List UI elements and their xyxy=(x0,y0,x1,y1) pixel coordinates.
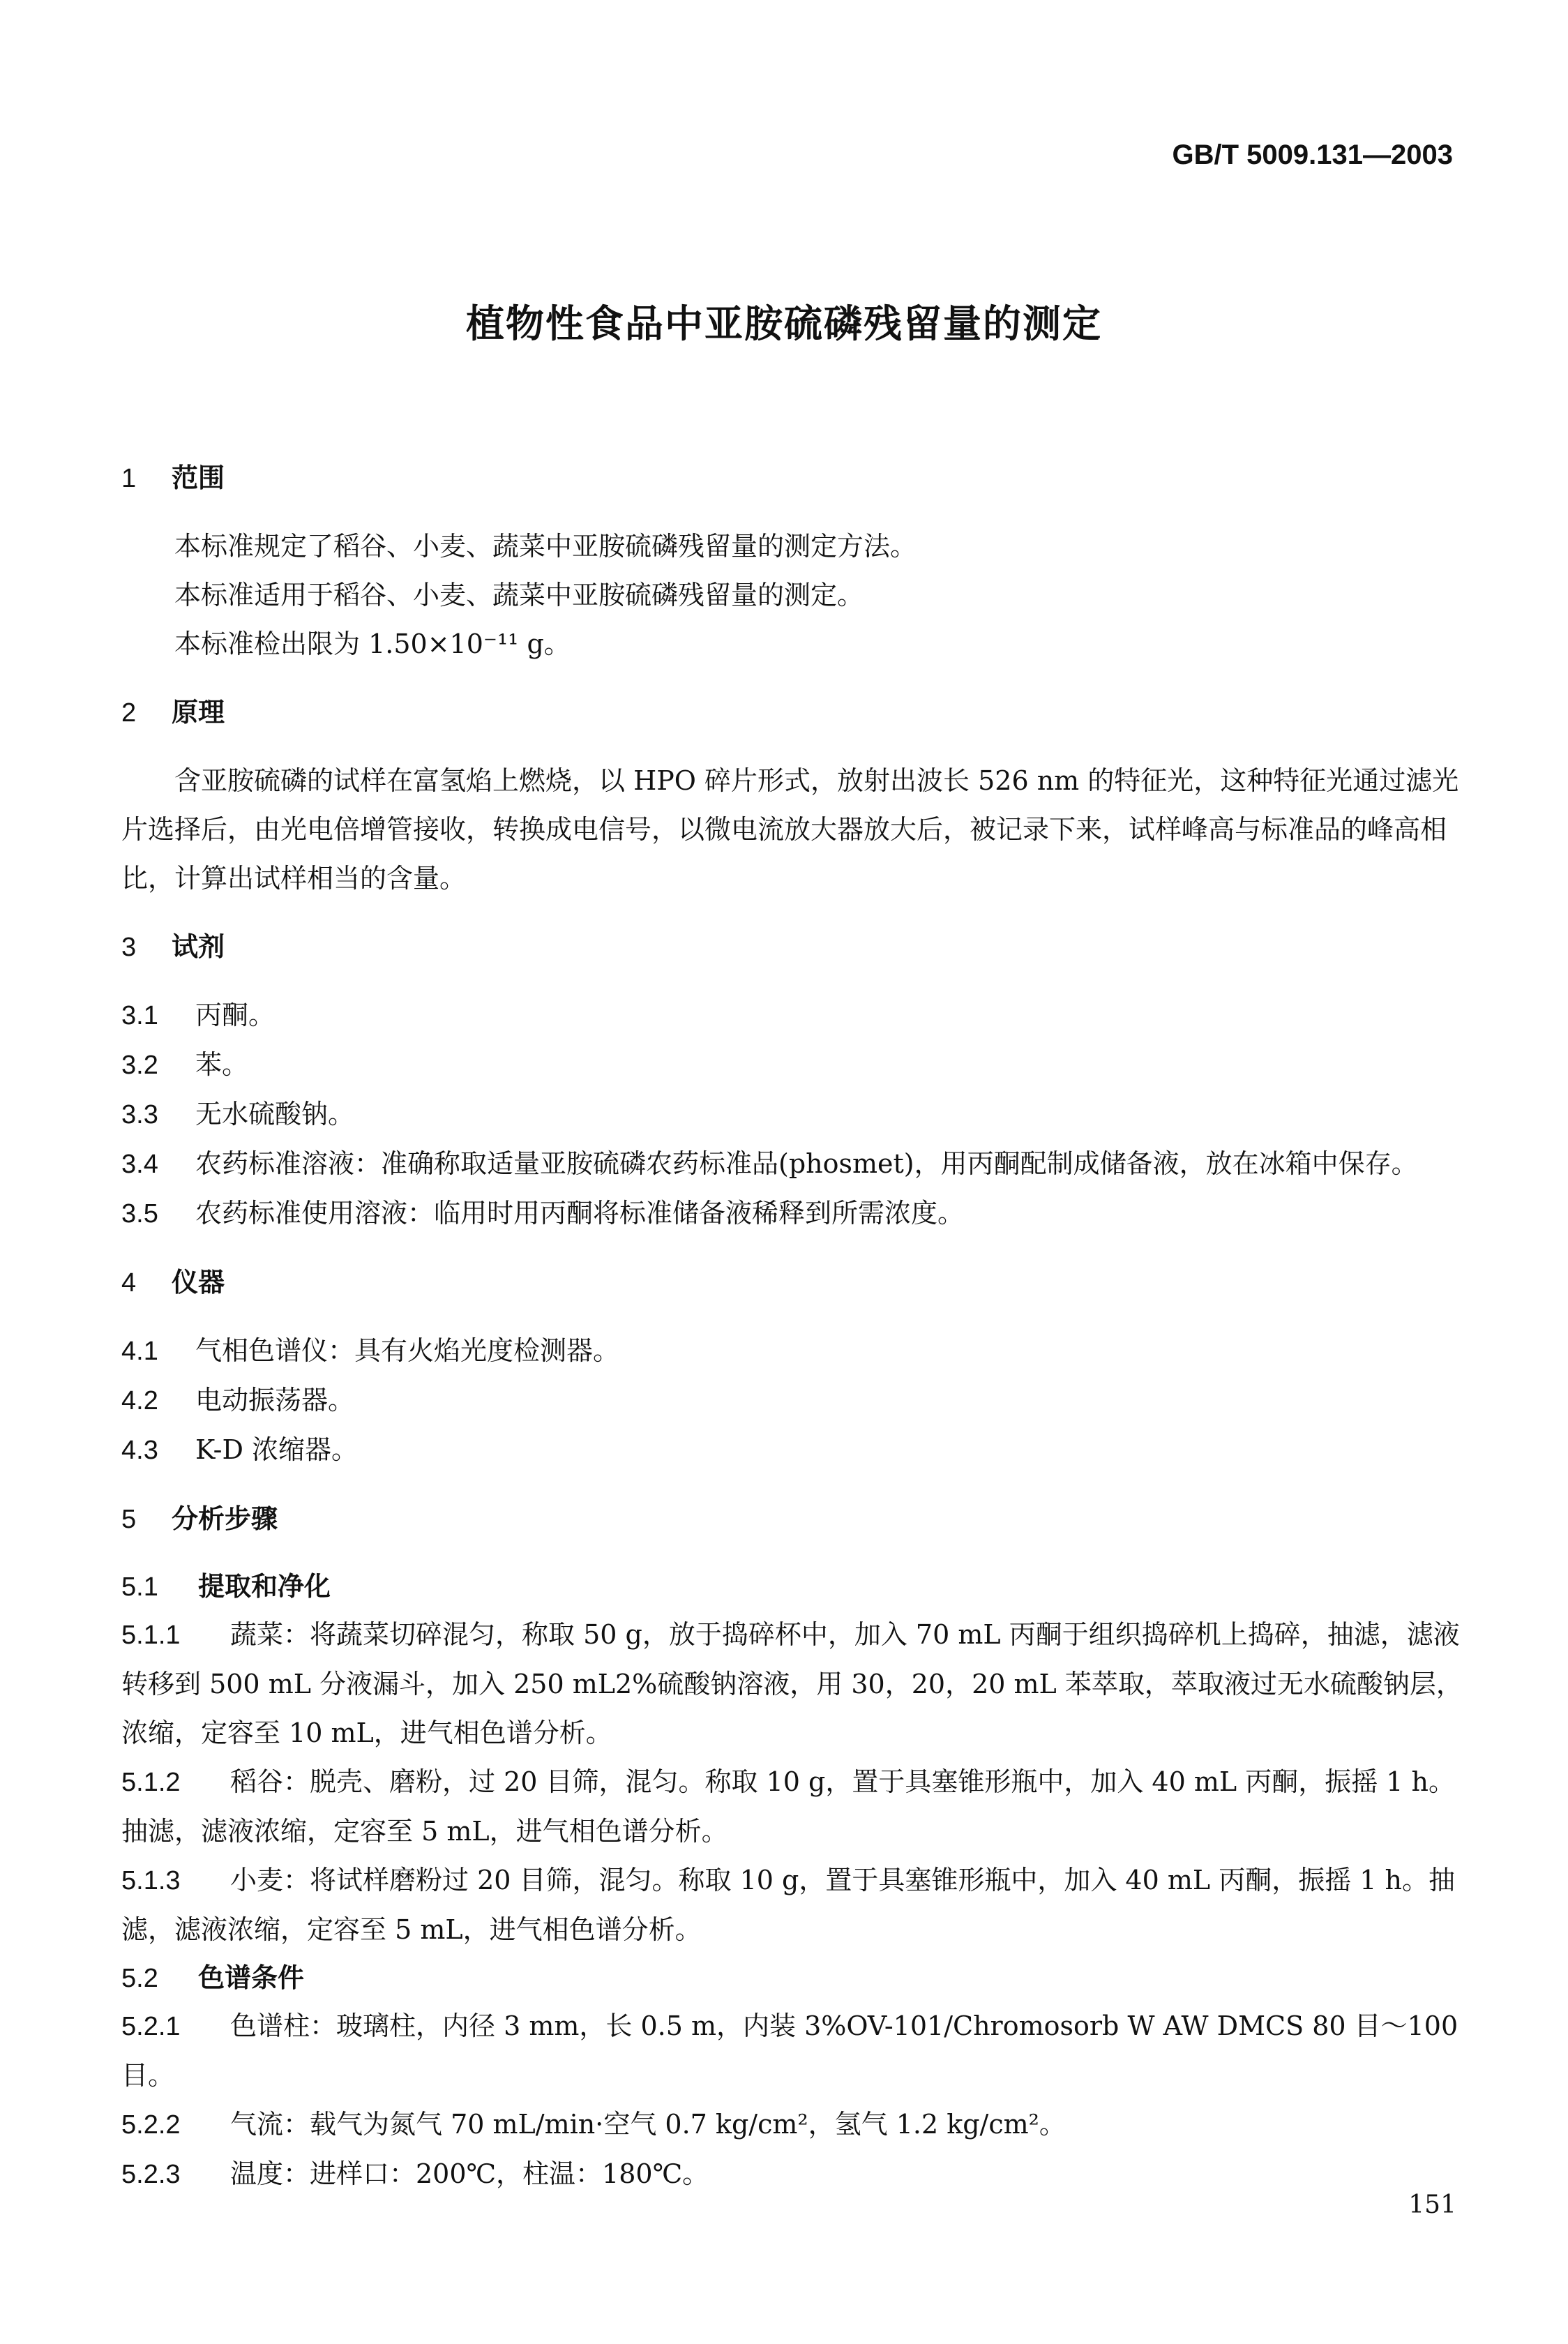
section-number: 3 xyxy=(121,933,137,962)
item-number: 3.5 xyxy=(121,1199,158,1229)
paragraph: 本标准规定了稻谷、小麦、蔬菜中亚胺硫磷残留量的测定方法。 xyxy=(174,531,917,562)
section-title: 仪器 xyxy=(172,1267,225,1298)
subsection-number: 5.2 xyxy=(121,1964,158,1993)
paragraph: 本标准适用于稻谷、小麦、蔬菜中亚胺硫磷残留量的测定。 xyxy=(174,580,864,610)
item-number: 5.1.1 xyxy=(121,1621,181,1650)
subsection-title: 提取和净化 xyxy=(198,1571,331,1602)
list-item xyxy=(121,1610,1468,1757)
item-number: 5.1.2 xyxy=(121,1768,181,1797)
subsection-heading xyxy=(121,1954,1468,2001)
list-item xyxy=(121,1040,1468,1090)
document-title: 植物性食品中亚胺硫磷残留量的测定 xyxy=(465,301,1102,346)
item-text: K-D 浓缩器。 xyxy=(195,1434,359,1465)
item-text: 温度：进样口：200℃，柱温：180℃。 xyxy=(230,2158,709,2189)
list-item xyxy=(121,1856,1468,1954)
list-item xyxy=(121,1189,1468,1238)
document-body xyxy=(121,453,1468,2199)
item-number: 5.2.3 xyxy=(121,2160,181,2189)
paragraph: 含亚胺硫磷的试样在富氢焰上燃烧，以 HPO 碎片形式，放射出波长 526 nm 的特征光，这种特征光通过滤光片选择后，由光电倍增管接收，转换成电信号，以微电流放大器放大后，被记录下来，试样峰高与标准品的峰高相比，计算出试样相当的含量。 xyxy=(121,765,1459,894)
item-number: 3.2 xyxy=(121,1051,158,1080)
item-text: 苯。 xyxy=(195,1049,249,1080)
subsection-title: 色谱条件 xyxy=(198,1962,305,1993)
item-number: 4.1 xyxy=(121,1337,158,1366)
section-title: 分析步骤 xyxy=(172,1503,278,1534)
item-number: 4.2 xyxy=(121,1386,158,1415)
item-text: 无水硫酸钠。 xyxy=(195,1099,355,1129)
item-text: 稻谷：脱壳、磨粉，过 20 目筛，混匀。称取 10 g，置于具塞锥形瓶中，加入 40 mL 丙酮，振摇 1 h。抽滤，滤液浓缩，定容至 5 mL，进气相色谱分析。 xyxy=(121,1766,1456,1847)
item-number: 5.2.2 xyxy=(121,2110,181,2140)
item-number: 3.4 xyxy=(121,1150,158,1179)
section-number: 4 xyxy=(121,1268,137,1298)
item-text: 农药标准溶液：准确称取适量亚胺硫磷农药标准品(phosmet)，用丙酮配制成储备液，放在冰箱中保存。 xyxy=(195,1148,1418,1179)
item-number: 5.2.1 xyxy=(121,2012,181,2041)
standard-code: GB/T 5009.131—2003 xyxy=(1172,140,1453,170)
list-item xyxy=(121,1757,1468,1856)
paragraph: 本标准检出限为 1.50×10⁻¹¹ g。 xyxy=(174,629,571,659)
item-text: 气流：载气为氮气 70 mL/min·空气 0.7 kg/cm²，氢气 1.2 kg/cm²。 xyxy=(230,2109,1066,2140)
list-item xyxy=(121,2001,1468,2100)
subsection-number: 5.1 xyxy=(121,1572,158,1602)
item-text: 气相色谱仪：具有火焰光度检测器。 xyxy=(195,1335,620,1366)
list-item xyxy=(121,1425,1468,1475)
section-title: 试剂 xyxy=(172,931,225,962)
item-number: 4.3 xyxy=(121,1436,158,1465)
list-item xyxy=(121,2100,1468,2149)
item-number: 3.3 xyxy=(121,1100,158,1129)
section-number: 1 xyxy=(121,464,137,493)
section-heading-4 xyxy=(121,1258,1468,1307)
item-number: 3.1 xyxy=(121,1001,158,1030)
list-item xyxy=(121,991,1468,1040)
item-text: 小麦：将试样磨粉过 20 目筛，混匀。称取 10 g，置于具塞锥形瓶中，加入 40 mL 丙酮，振摇 1 h。抽滤，滤液浓缩，定容至 5 mL，进气相色谱分析。 xyxy=(121,1865,1456,1945)
section-title: 原理 xyxy=(172,697,225,728)
section-heading-5 xyxy=(121,1494,1468,1543)
item-text: 蔬菜：将蔬菜切碎混匀，称取 50 g，放于捣碎杯中，加入 70 mL 丙酮于组织捣碎机上捣碎，抽滤，滤液转移到 500 mL 分液漏斗，加入 250 mL2%硫酸钠溶液，用 30，20，20 mL 苯萃取，萃取液过无水硫酸钠层，浓缩，定容至 10 mL，进气相色谱分析。 xyxy=(121,1619,1463,1748)
section-heading-2 xyxy=(121,688,1468,737)
list-item xyxy=(121,1139,1468,1189)
section-heading-3 xyxy=(121,922,1468,971)
page-number: 151 xyxy=(1408,2191,1456,2219)
item-text: 色谱柱：玻璃柱，内径 3 mm，长 0.5 m，内装 3%OV-101/Chromosorb W AW DMCS 80 目～100 目。 xyxy=(121,2011,1458,2091)
section-number: 5 xyxy=(121,1505,137,1534)
subsection-heading xyxy=(121,1563,1468,1610)
list-item xyxy=(121,1326,1468,1376)
list-item xyxy=(121,1376,1468,1425)
item-text: 电动振荡器。 xyxy=(195,1385,355,1415)
item-text: 丙酮。 xyxy=(195,1000,276,1030)
section-number: 2 xyxy=(121,698,137,728)
item-text: 农药标准使用溶液：临用时用丙酮将标准储备液稀释到所需浓度。 xyxy=(195,1198,965,1229)
list-item xyxy=(121,2149,1468,2199)
item-number: 5.1.3 xyxy=(121,1866,181,1895)
section-title: 范围 xyxy=(172,463,225,493)
list-item xyxy=(121,1090,1468,1139)
section-heading-1 xyxy=(121,453,1468,502)
